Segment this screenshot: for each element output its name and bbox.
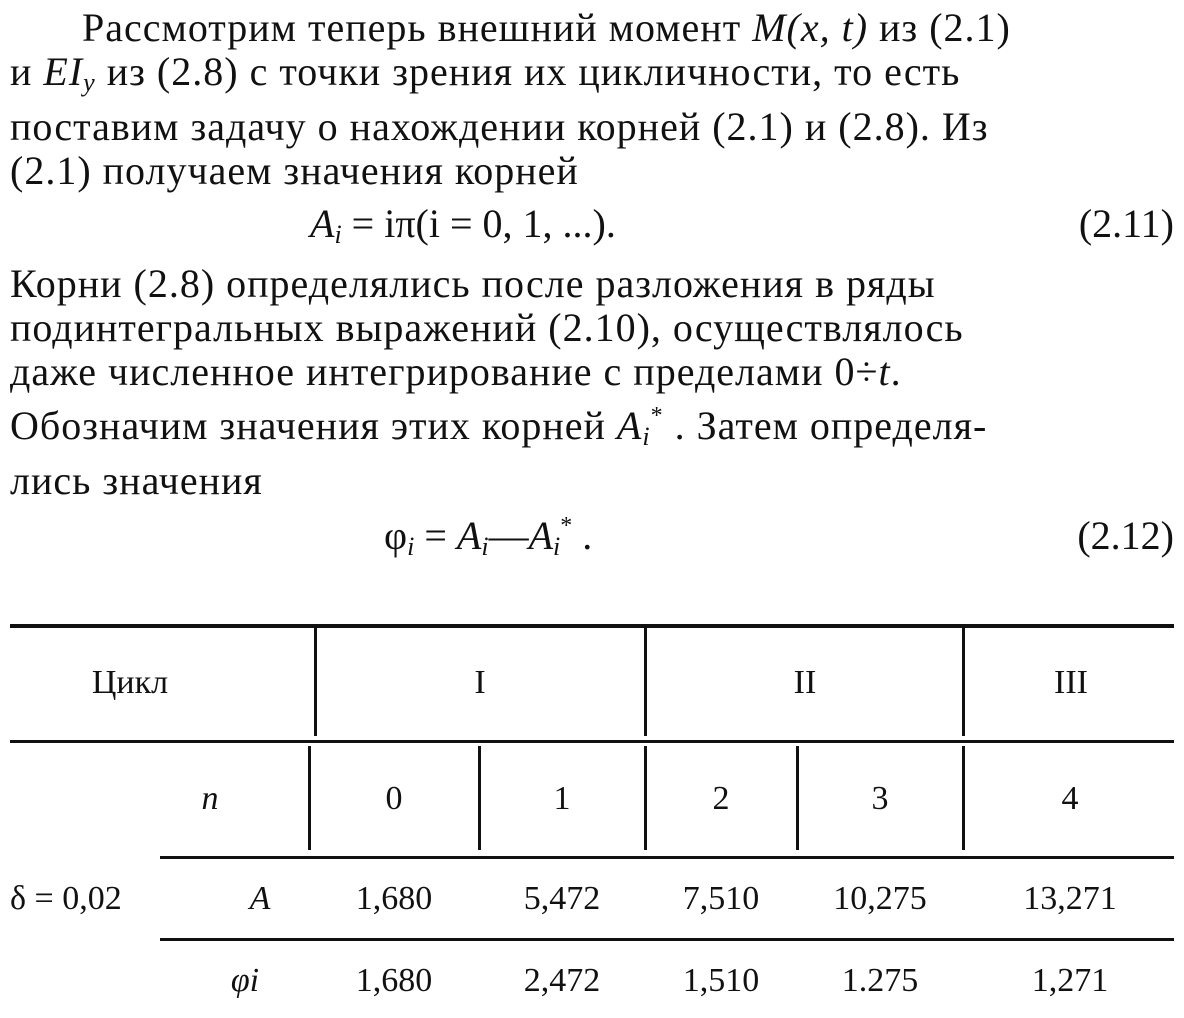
paragraph-intro-line-2: и $EI_y$ из (2.8) с точки зрения их цикличности, то есть	[10, 49, 961, 97]
phi-value: 1,510	[682, 962, 760, 999]
paragraph-roots-line-3: даже численное интегрирование с пределами 0÷t.	[10, 349, 902, 394]
n-value: 2	[712, 780, 730, 817]
cycle-ii: II	[793, 664, 817, 701]
n-label: n	[201, 780, 219, 817]
a-label: A	[249, 880, 271, 917]
n-value: 1	[553, 780, 571, 817]
phi-label: φi	[230, 962, 260, 999]
paragraph-roots-line-2: подинтегральных выражений (2.10), осуществлялось	[10, 305, 964, 350]
equation-number: (2.12)	[1077, 513, 1174, 558]
phi-value: 2,472	[523, 962, 601, 999]
table-header-rule	[10, 740, 1174, 743]
table-vline	[644, 628, 647, 736]
equation-2-11	[10, 200, 1174, 250]
equation-2-12-formula: $\varphi_i$ = $A_i—A_i^*$ .	[384, 513, 593, 561]
cycle-header: Цикл	[91, 664, 169, 701]
a-value: 5,472	[523, 880, 601, 917]
n-value: 3	[871, 780, 889, 817]
paragraph-roots-line-4: Обозначим значения этих корней $A_i^*$ . Затем определя-	[10, 403, 988, 451]
cycle-iii: III	[1054, 664, 1088, 701]
paragraph-roots	[10, 262, 1174, 503]
table-vline	[962, 628, 965, 736]
phi-value: 1,680	[355, 962, 433, 999]
a-value: 10,275	[833, 880, 927, 917]
table-vline	[308, 746, 311, 850]
equation-2-11-formula: $A_i = i\pi(i = 0$, 1, ...).	[310, 201, 616, 249]
delta-label: δ = 0,02	[10, 880, 122, 917]
paragraph-roots-line-5: лись значения	[10, 458, 263, 503]
equation-2-12	[10, 512, 1174, 562]
n-value: 4	[1061, 780, 1079, 817]
paragraph-intro-line-4: (2.1) получаем значения корней	[10, 148, 579, 193]
table-vline	[478, 746, 481, 850]
equation-number: (2.11)	[1078, 201, 1174, 246]
table-vline	[962, 746, 965, 850]
n-value: 0	[385, 780, 403, 817]
table-top-rule	[10, 624, 1174, 628]
a-value: 1,680	[355, 880, 433, 917]
paragraph-roots-line-1: Корни (2.8) определялись после разложения в ряды	[10, 261, 936, 306]
table-vline	[796, 746, 799, 850]
table-a-rule	[160, 938, 1174, 941]
phi-value: 1,271	[1031, 962, 1109, 999]
a-value: 7,510	[682, 880, 760, 917]
table-vline	[314, 628, 317, 736]
a-value: 13,271	[1023, 880, 1117, 917]
paragraph-intro-line-3: поставим задачу о нахождении корней (2.1) и (2.8). Из	[10, 104, 989, 149]
table-n-rule	[160, 856, 1174, 859]
paragraph-intro	[10, 6, 1174, 193]
paragraph-intro-line-1: Рассмотрим теперь внешний момент M(x, t) из (2.1)	[82, 5, 1011, 50]
phi-value: 1.275	[841, 962, 919, 999]
table-vline	[644, 746, 647, 850]
cycle-i: I	[474, 664, 486, 701]
